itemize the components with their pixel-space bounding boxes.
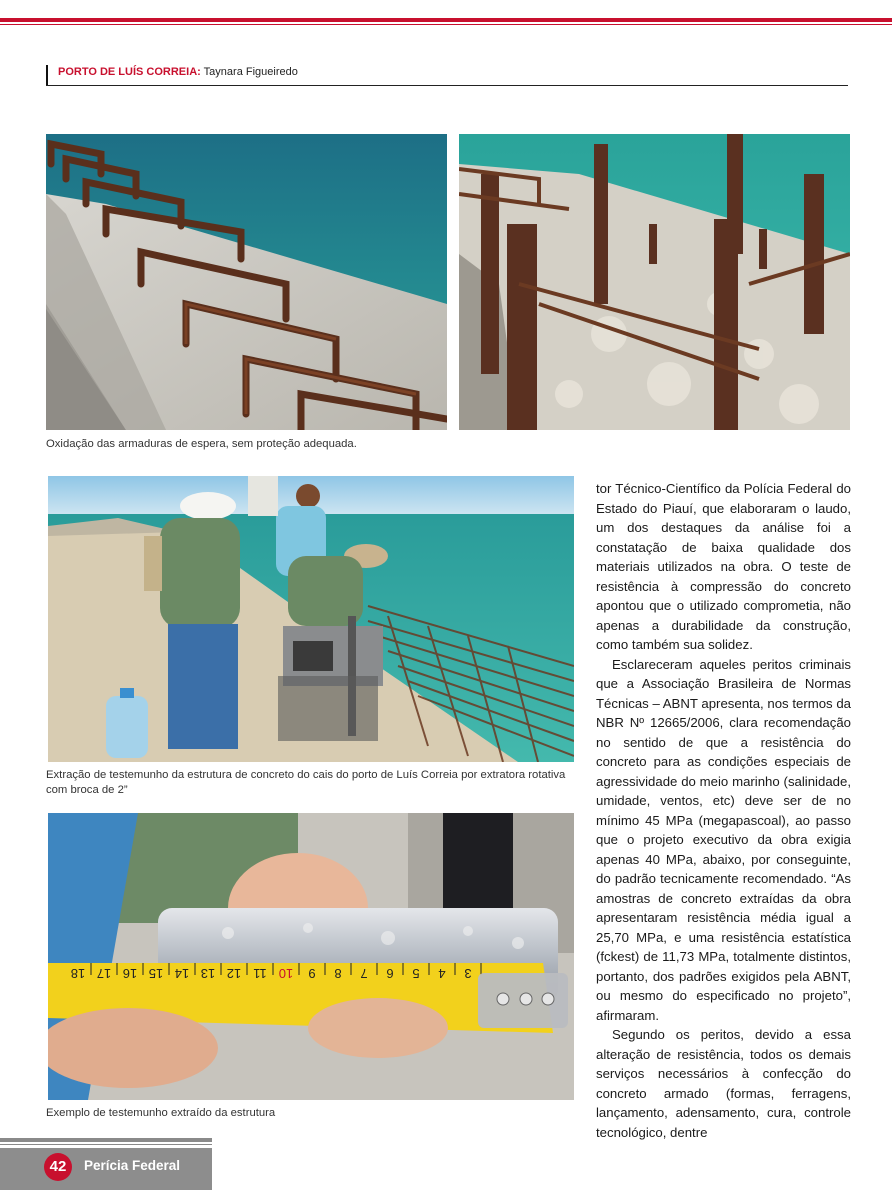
header-section: PORTO DE LUÍS CORREIA: <box>58 66 201 78</box>
tape-number: 14 <box>174 966 190 981</box>
tape-number: 12 <box>226 966 242 981</box>
photo-rebar-left-image <box>46 134 447 430</box>
magazine-name: Perícia Federal <box>84 1158 181 1173</box>
page-footer <box>0 1148 212 1190</box>
header-author: Taynara Figueiredo <box>203 66 298 78</box>
footer-thin-rule <box>0 1144 212 1145</box>
top-red-rule <box>0 18 892 22</box>
page-number: 42 <box>44 1153 72 1181</box>
tape-number: 18 <box>70 966 86 981</box>
header-marker <box>46 65 48 85</box>
caption-photos-top: Oxidação das armaduras de espera, sem proteção adequada. <box>46 438 357 450</box>
tape-number: 7 <box>360 966 368 981</box>
article-body <box>596 479 851 1142</box>
tape-number: 6 <box>386 966 394 981</box>
tape-number: 9 <box>308 966 316 981</box>
tape-number: 5 <box>412 966 420 981</box>
tape-number: 10 <box>278 966 294 981</box>
photo-core-sample <box>48 813 574 1100</box>
article-paragraph-2: Esclareceram aqueles peritos criminais que a Associação Brasileira de Normas Técnicas – ABNT apresenta, nos termos da NBR Nº 12665/2006, clara recomendação no sentido de que a resistência do concreto para as condições especiais de agressividade do meio marinho (salinidade, umidade, ventos, etc) deve ser de no mínimo 45 MPa (megapascoal), ao passo que o projeto executivo da obra exigia apenas 40 MPa, abaixo, por conseguinte, do padrão tecnicamente recomendado. “As amostras de concreto extraídas da obra apresentaram resistência média igual a 25,70 MPa, e uma resistência estatística (fckest) de 11,73 MPa, totalmente distintos, portanto, dos padrões exigidos pela ABNT, ou mesmo do especificado no projeto”, afirmaram. <box>596 656 851 1023</box>
tape-number: 17 <box>96 966 112 981</box>
photo-rebar-oxidation-left <box>46 134 447 430</box>
photo-rebar-oxidation-right <box>459 134 850 430</box>
tape-number: 4 <box>438 966 446 981</box>
photo-core-extraction <box>48 476 574 762</box>
caption-photo-sample: Exemplo de testemunho extraído da estrutura <box>46 1107 276 1119</box>
top-thin-rule <box>0 24 892 25</box>
tape-number: 13 <box>200 966 216 981</box>
caption-photo-extraction: Extração de testemunho da estrutura de concreto do cais do porto de Luís Correia por extratora rotativa com broca de 2” <box>46 769 566 796</box>
tape-number: 11 <box>253 966 267 981</box>
tape-number: 8 <box>334 966 342 981</box>
footer-rule <box>0 1138 212 1142</box>
article-paragraph-3: Segundo os peritos, devido a essa alteração de resistência, todos os demais serviços necessários à confecção do concreto armado (formas, ferragens, lançamento, adensamento, cura, controle tecnológico, dentre <box>596 1027 851 1140</box>
tape-number: 3 <box>464 966 472 981</box>
article-paragraph-1: tor Técnico-Científico da Polícia Federal do Estado do Piauí, que elaboraram o laudo, um dos destaques da análise foi a constatação de baixa qualidade dos materiais utilizados na obra. O teste de resistência à compressão do concreto apontou que o utilizado comprometia, não apenas a durabilidade da construção, como também sua solidez. <box>596 481 851 652</box>
header-text <box>58 66 298 78</box>
photo-rebar-right-image <box>459 134 850 430</box>
tape-number: 15 <box>148 966 164 981</box>
photo-core-extraction-image <box>48 476 574 762</box>
photo-core-sample-image <box>48 813 574 1100</box>
running-header <box>46 63 848 86</box>
tape-number: 16 <box>122 966 138 981</box>
